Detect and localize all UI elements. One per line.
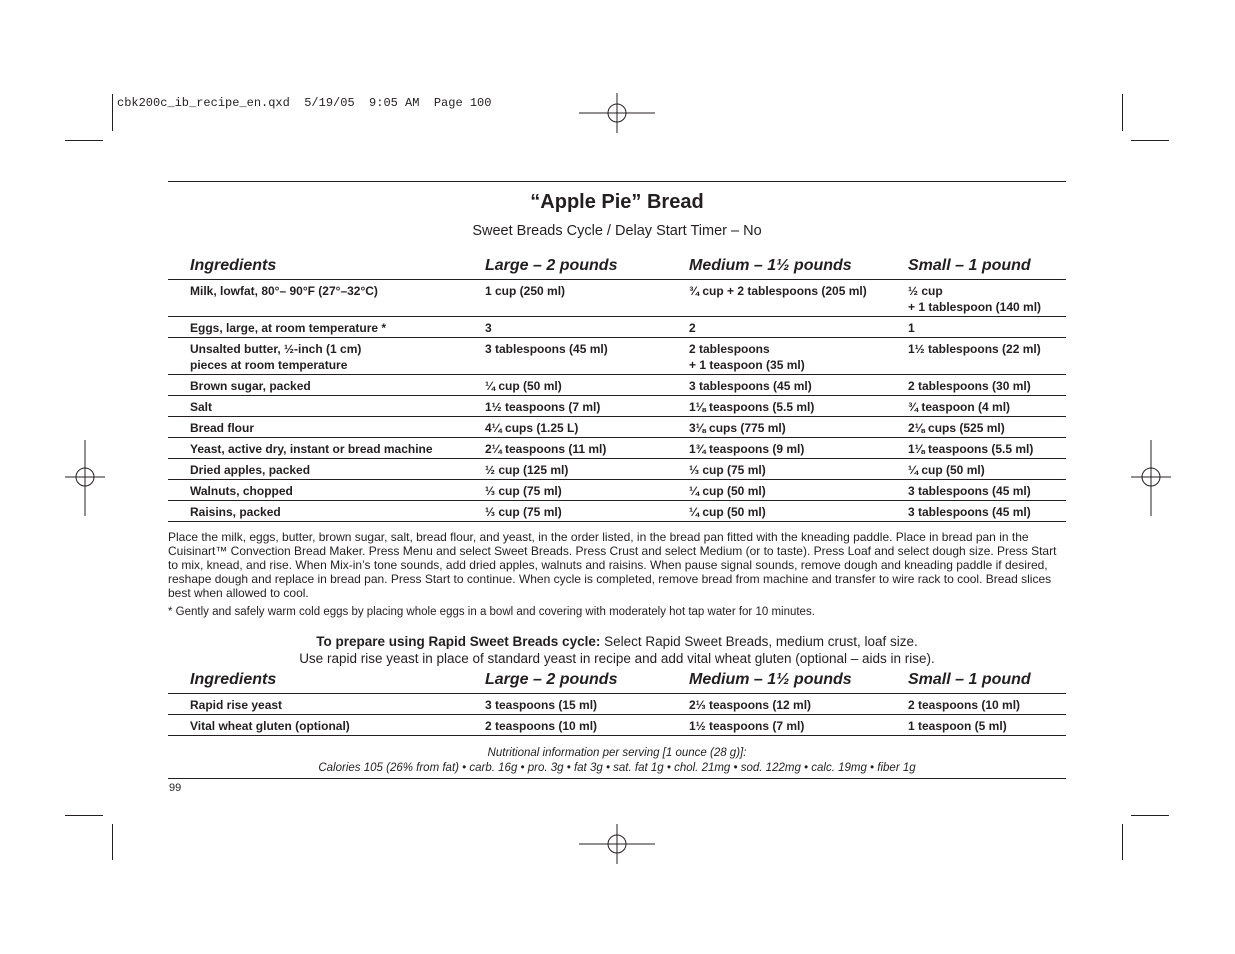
medium-cell: 2⅓ teaspoons (12 ml) (689, 698, 812, 712)
rapid-cycle-line (168, 633, 1066, 650)
crop-mark (112, 94, 113, 131)
column-header: Ingredients (190, 257, 277, 274)
rapid-ingredients-table (168, 671, 1066, 736)
medium-cell: ¼ cup (50 ml) (689, 484, 766, 498)
medium-cell: 1⅛ teaspoons (5.5 ml) (689, 400, 815, 414)
crop-mark (65, 140, 103, 141)
bottom-rule (168, 778, 1066, 779)
page-title: “Apple Pie” Bread (530, 191, 704, 213)
small-cell: ½ cup + 1 tablespoon (140 ml) (908, 284, 1042, 314)
crop-mark (112, 824, 113, 860)
ingredients-table (168, 257, 1066, 522)
table-row (168, 280, 1066, 317)
small-cell: 3 tablespoons (45 ml) (908, 505, 1031, 519)
table-row (168, 396, 1066, 417)
medium-cell: ¼ cup (50 ml) (689, 505, 766, 519)
medium-cell: 3⅛ cups (775 ml) (689, 421, 786, 435)
column-header: Large – 2 pounds (485, 257, 618, 274)
rapid-cycle-note (168, 633, 1066, 667)
table-header (168, 671, 1066, 694)
table-row (168, 501, 1066, 522)
crop-mark (1122, 824, 1123, 860)
table-row (168, 417, 1066, 438)
large-cell: 2¼ teaspoons (11 ml) (485, 442, 607, 456)
small-cell: ¼ cup (50 ml) (908, 463, 985, 477)
ingredient-cell: Brown sugar, packed (190, 379, 311, 393)
print-slug: cbk200c_ib_recipe_en.qxd 5/19/05 9:05 AM Page 100 (117, 96, 492, 110)
column-header: Ingredients (190, 671, 277, 688)
ingredient-cell: Rapid rise yeast (190, 698, 283, 712)
crop-mark (1131, 140, 1169, 141)
large-cell: 2 teaspoons (10 ml) (485, 719, 598, 733)
registration-mark-icon (65, 440, 105, 521)
medium-cell: 1¾ teaspoons (9 ml) (689, 442, 805, 456)
table-row (168, 459, 1066, 480)
small-cell: ¾ teaspoon (4 ml) (908, 400, 1011, 414)
large-cell: ⅓ cup (75 ml) (485, 484, 562, 498)
nutrition-heading: Nutritional information per serving [1 ounce (28 g)]: (487, 747, 747, 759)
table-row (168, 375, 1066, 396)
registration-mark-icon (579, 93, 655, 133)
large-cell: ½ cup (125 ml) (485, 463, 569, 477)
small-cell: 1⅛ teaspoons (5.5 ml) (908, 442, 1034, 456)
column-header: Medium – 1½ pounds (689, 257, 852, 274)
ingredient-cell: Milk, lowfat, 80°– 90°F (27°–32°C) (190, 284, 378, 298)
page-subtitle: Sweet Breads Cycle / Delay Start Timer – No (472, 223, 762, 239)
page-number: 99 (169, 782, 182, 794)
large-cell: 3 teaspoons (15 ml) (485, 698, 598, 712)
crop-mark (65, 815, 103, 816)
rapid-cycle-line-2: Use rapid rise yeast in place of standard yeast in recipe and add vital wheat gluten (optional – aids in rise). (299, 651, 935, 666)
column-header: Large – 2 pounds (485, 671, 618, 688)
table-row (168, 338, 1066, 375)
medium-cell: 2 tablespoons + 1 teaspoon (35 ml) (689, 342, 805, 372)
small-cell: 1½ tablespoons (22 ml) (908, 342, 1041, 356)
ingredient-cell: Bread flour (190, 421, 255, 435)
small-cell: 3 tablespoons (45 ml) (908, 484, 1031, 498)
large-cell: 3 tablespoons (45 ml) (485, 342, 608, 356)
small-cell: 2 teaspoons (10 ml) (908, 698, 1021, 712)
ingredient-cell: Yeast, active dry, instant or bread machine (190, 442, 433, 456)
table-row (168, 715, 1066, 736)
table-header (168, 257, 1066, 280)
table-row (168, 438, 1066, 459)
rapid-cycle-lead: To prepare using Rapid Sweet Breads cycle: (316, 634, 601, 649)
large-cell: 3 (485, 321, 492, 335)
ingredient-cell: Dried apples, packed (190, 463, 311, 477)
instructions-text: Place the milk, eggs, butter, brown sugar, salt, bread flour, and yeast, in the order listed, in the bread pan fitted with the kneading paddle. Place in bread pan in the Cuisinart™ Convection Bread Maker. Press Menu and select Sweet Breads. Press Crust and select Medium (or to taste). Press Loaf and select dough size. Press Start to mix, knead, and rise. When Mix-in’s tone sounds, add dried apples, walnuts and raisins. When pause signal sounds, remove dough and kneading paddle if desired, reshape dough and replace in bread pan. Press Start to continue. When cycle is completed, remove bread from machine and transfer to wire rack to cool. Bread slices best when allowed to cool. (168, 530, 1057, 600)
large-cell: ⅓ cup (75 ml) (485, 505, 562, 519)
medium-cell: ⅓ cup (75 ml) (689, 463, 766, 477)
small-cell: 1 (908, 321, 915, 335)
ingredient-cell: Unsalted butter, ½-inch (1 cm) pieces at room temperature (190, 342, 362, 372)
registration-mark-icon (1131, 440, 1171, 521)
table-row (168, 694, 1066, 715)
ingredient-cell: Salt (190, 400, 213, 414)
small-cell: 2⅛ cups (525 ml) (908, 421, 1005, 435)
medium-cell: 2 (689, 321, 696, 335)
ingredient-cell: Walnuts, chopped (190, 484, 293, 498)
column-header: Small – 1 pound (908, 257, 1031, 274)
small-cell: 2 tablespoons (30 ml) (908, 379, 1031, 393)
crop-mark (1131, 815, 1169, 816)
ingredient-cell: Eggs, large, at room temperature * (190, 321, 387, 335)
medium-cell: 3 tablespoons (45 ml) (689, 379, 812, 393)
large-cell: ¼ cup (50 ml) (485, 379, 562, 393)
column-header: Small – 1 pound (908, 671, 1031, 688)
registration-mark-icon (579, 824, 655, 864)
nutrition-info (168, 746, 1066, 776)
large-cell: 1 cup (250 ml) (485, 284, 566, 298)
large-cell: 1½ teaspoons (7 ml) (485, 400, 601, 414)
ingredient-cell: Raisins, packed (190, 505, 281, 519)
medium-cell: ¾ cup + 2 tablespoons (205 ml) (689, 284, 867, 298)
medium-cell: 1½ teaspoons (7 ml) (689, 719, 805, 733)
table-row (168, 480, 1066, 501)
small-cell: 1 teaspoon (5 ml) (908, 719, 1007, 733)
column-header: Medium – 1½ pounds (689, 671, 852, 688)
crop-mark (1122, 94, 1123, 131)
ingredient-cell: Vital wheat gluten (optional) (190, 719, 350, 733)
table-row (168, 317, 1066, 338)
nutrition-values: Calories 105 (26% from fat) • carb. 16g • pro. 3g • fat 3g • sat. fat 1g • chol. 21mg • sod. 122mg • calc. 19mg • fiber 1g (318, 762, 916, 774)
top-rule (168, 181, 1066, 182)
large-cell: 4¼ cups (1.25 L) (485, 421, 579, 435)
rapid-cycle-text: Select Rapid Sweet Breads, medium crust, loaf size. (600, 634, 918, 649)
footnote-text: * Gently and safely warm cold eggs by placing whole eggs in a bowl and covering with moderately hot tap water for 10 minutes. (168, 606, 815, 618)
